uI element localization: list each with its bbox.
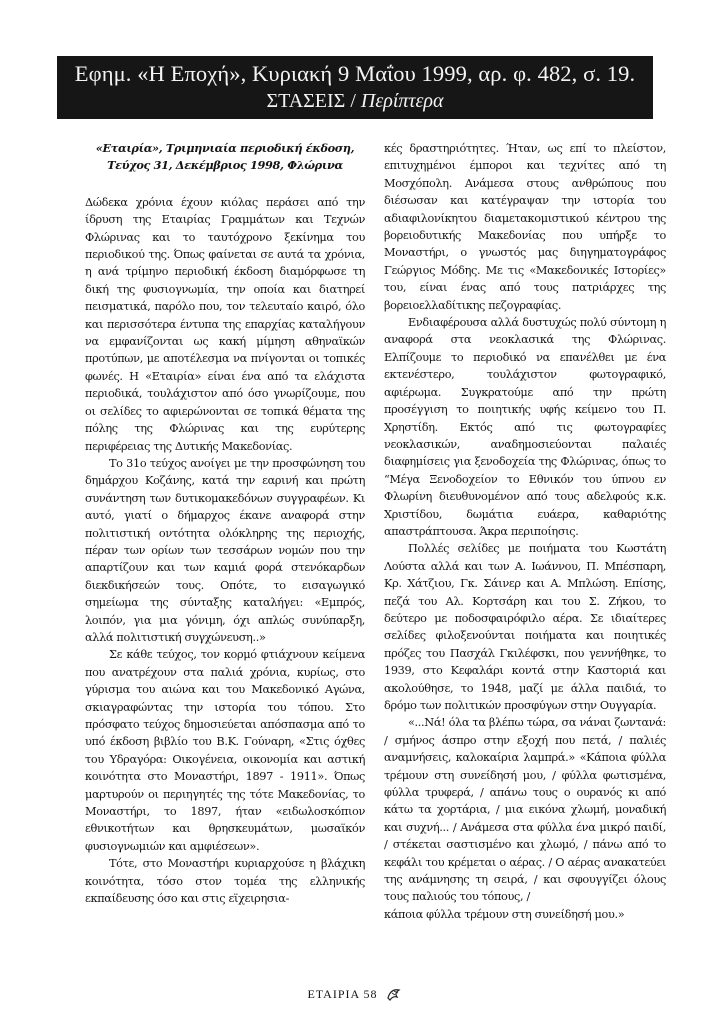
right-paragraph-2: Ενδιαφέρουσα αλλά δυστυχώς πολύ σύντομη η αναφορά στα νεοκλασικά της Φλώρινας. Ελπίζουμε το περιοδικό να επανέλθει με ένα εκτενέστερο, τουλάχιστον φωτογραφικό, αφιέρωμα. Συγκρατούμε από την πρώτη προσέγγιση το ποιητικής υφής κείμενο του Π. Χρηστίδη. Εκτός από τις φωτογραφίες νεοκλασικών, αναδημοσιεύονται παλαιές διαφημίσεις για ξενοδοχεία της Φλώρινας, όπως το “Μέγα Ξενοδοχείον το Εθνικόν του ύπνου εν Φλωρίνη διευθυνομένον από τους αδελφούς κ.κ. Χριστίδου, δωμάτια ευάερα, καθαριότης απαστράπτουσα. Άκρα περιποίησις.: [384, 316, 666, 538]
banner-section-italic: Περίπτερα: [360, 90, 444, 112]
banner-source-line: Εφημ. «Η Εποχή», Κυριακή 9 Μαΐου 1999, αρ. φ. 482, σ. 19.: [74, 61, 636, 86]
left-column: [85, 140, 365, 907]
right-paragraph-4: «...Νά! όλα τα βλέπω τώρα, σα νάναι ζωντανά: / σμήνος άσπρο στην εξοχή που πετά, / παλιές αναμνήσεις, καλοκαίρια λαμπρά.» «Κάποια φύλλα τρέμουν στη συνείδησή μου, / φύλλα φωτισμένα, φύλλα τρυφερά, / απάνω τους ο ουρανός κι από κάτω τα χορτάρια, / μια εικόνα χλωμή, μοναδική και συχνή... / Ανάμεσα στα φύλλα ένα μικρό παιδί, / στέκεται σαστισμένο και χλωμό, / πάνω από το κεφάλι του κρέμεται ο αέρας. / Ο αέρας ανακατεύει της ανάμνησης τη σειρά, / και σφουγγίζει όλους τους παλιούς του τόπους, /: [384, 716, 666, 904]
banner-section-label: ΣΤΑΣΕΙΣ /: [266, 90, 361, 112]
footer-page-number: 58: [363, 987, 378, 1001]
right-column: [384, 140, 666, 923]
left-paragraph-4: Τότε, στο Μοναστήρι κυριαρχούσε η βλάχικη κοινότητα, τόσο στον τομέα της ελληνικής εκπαίδευσης όσο και στις εϊχειρησια-: [85, 857, 365, 906]
citation-line-2: Τεύχος 31, Δεκέμβριος 1998, Φλώρινα: [107, 158, 343, 173]
citation-header: [85, 140, 365, 175]
footer-journal-name: ΕΤΑΙΡΙΑ: [307, 987, 360, 1001]
banner-section-line: [57, 90, 653, 113]
article-banner: [57, 56, 653, 119]
poem-last-line: κάποια φύλλα τρέμουν στη συνείδησή μου.»: [384, 907, 625, 921]
left-paragraph-3: Σε κάθε τεύχος, τον κορμό φτιάχνουν κείμενα που ανατρέχουν στα παλιά χρόνια, κυρίως, στο γύρισμα του αιώνα και του Μακεδονικό Αγώνα, σκιαγραφώντας την ιστορία του τόπου. Στο πρόσφατο τεύχος δημοσιεύεται απόσπασμα από το υπό έκδοση βιβλίο του Β.Κ. Γούναρη, «Στις όχθες του Υδραγόρα: Οικογένεια, οικονομία και αστική κοινότητα στο Μοναστήρι, 1897 - 1911». Όπως μαρτυρούν οι περιηγητές της τότε Μακεδονίας, το Μοναστήρι, το 1897, ήταν «ειδωλοσκόπιον εθνικοτήτων και θρησκευμάτων, μωσαϊκόν φυσιογνωμιών και αμφιέσεων».: [85, 648, 365, 853]
citation-line-1: «Εταιρία», Τριμηνιαία περιοδική έκδοση,: [95, 141, 355, 155]
left-paragraph-1: Δώδεκα χρόνια έχουν κιόλας περάσει από την ίδρυση της Εταιρίας Γραμμάτων και Τεχνών Φλώρινας και το ταυτόχρονο ξεκίνημα του περιοδικού της. Όπως φαίνεται σε αυτά τα χρόνια, η ανά τρίμηνο περιοδική έκδοση διαμόρφωσε τη δική της φυσιογνωμία, την οποία και διατηρεί πεισματικά, παρόλο που, τον τελευταίο καιρό, όλο και περισσότερα έντυπα της επαρχίας καταλήγουν να εμφανίζονται ως κακή μίμηση αθηναϊκών προτύπων, με αποτέλεσμα να πνίγονται οι τοπικές φωνές. Η «Εταιρία» είναι ένα από τα ελάχιστα περιοδικά, τουλάχιστον από όσο γνωρίζουμε, που οι σελίδες το αφιερώνονται σε τοπικά θέματα της πόλης της Φλώρινας και της ευρύτερης περιφέρειας της Δυτικής Μακεδονίας.: [85, 195, 365, 453]
page-footer: [0, 987, 709, 1002]
right-paragraph-3: Πολλές σελίδες με ποιήματα του Κωστάτη Λούστα αλλά και των Α. Ιωάννου, Π. Μπέσπαρη, Κρ. Χάτζιου, Γκ. Σάινερ και Α. Μπλώση. Επίσης, πεζά του Αλ. Κορτσάρη και του Σ. Ζήκου, το δεύτερο με ποδοσφαιρόφιλο αέρα. Σε ιδιαίτερες σελίδες φιλοξενούνται ποιήματα και ποιητικές πρόζες του Πασχάλ Γκιλέφσκι, που γεννήθηκε, το 1939, στο Κεφαλάρι κοντά στην Καστοριά και ακολούθησε, το 1948, μαζί με άλλα παιδιά, το δρόμο των πολιτικών προσφύγων στην Ουγγαρία.: [384, 542, 666, 712]
right-paragraph-1: κές δραστηριότητες. Ήταν, ως επί το πλείστον, επιτυχημένοι έμποροι και τεχνίτες από τη Μοσχόπολη. Ανάμεσα στους ανθρώπους που διέσωσαν και κατέγραψαν την ιστορία του αδιαφιλονίκητου διαμετακομιστικού κέντρου της βορειοδυτικής Μακεδονίας που υπήρξε το Μοναστήρι, ο γνωστός μας διηγηματογράφος Γεώργιος Μόδης. Με τις «Μακεδονικές Ιστορίες» του, είναι ένας από τους πατριάρχες της βορειοελλαδίτικης πεζογραφίας.: [384, 142, 666, 312]
left-paragraph-2: Το 31ο τεύχος ανοίγει με την προσφώνηση του δημάρχου Κοζάνης, κατά την εαρινή και πρώτη συνάντηση των δυτικομακεδόνων συγγραφέων. Κι αυτό, γιατί ο δήμαρχος έκανε αναφορά στην πολιτιστική οντότητα ολόκληρης της περιοχής, πέραν των ορίων των τεσσάρων νομών που την απαρτίζουν και των καμιά φορά στενόκαρδων διεκδικήσεών τους. Οπότε, το εισαγωγικό σημείωμα της σύνταξης καταλήγει: «Εμπρός, λοιπόν, για μια γόνιμη, όχι απλώς συνύπαρξη, αλλά πολιτιστική συγχώνευση..»: [85, 456, 365, 644]
journal-logo-icon: [386, 987, 402, 1001]
